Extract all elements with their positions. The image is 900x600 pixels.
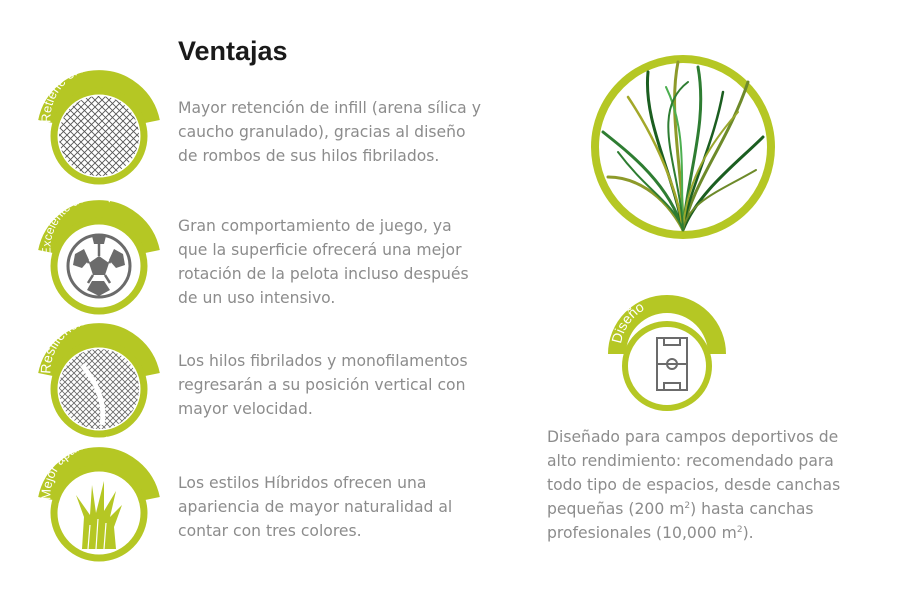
badge-excelente-desempeno: [32, 187, 162, 318]
feature-description: Gran comportamiento de juego, ya que la superficie ofrecerá una mejor rotación de la pelota incluso después de un uso intensivo.: [178, 217, 469, 307]
badge-label: Excelente desempeño: [39, 187, 139, 256]
feature-description: Los estilos Híbridos ofrecen una apariencia de mayor naturalidad al contar con tres colores.: [178, 474, 453, 540]
badge-label: Resiliencia: [37, 311, 90, 375]
resilient-mesh-icon: [59, 349, 139, 429]
badge-label: Mejor apariencia: [38, 433, 117, 501]
design-description: Diseñado para campos deportivos de alto rendimiento: recomendado para todo tipo de espacios, desde canchas pequeñas (200 $m^2$) hasta canchas profesionales (10,000 $m^2$).: [547, 428, 841, 542]
feature-description: Mayor retención de infill (arena sílica y caucho granulado), gracias al diseño de rombos de sus hilos fibrilados.: [178, 99, 481, 165]
badge-mejor-apariencia: [32, 433, 162, 575]
feature-description: Los hilos fibrilados y monofilamentos regresarán a su posición vertical con mayor velocidad.: [178, 352, 468, 418]
badge-label: Diseño: [608, 298, 647, 345]
badge-retiene-infill: [32, 56, 162, 192]
badge-label: Retiene el infill: [38, 56, 103, 124]
mesh-icon: [59, 96, 139, 176]
soccer-ball-icon: [68, 235, 130, 297]
section-title: Ventajas: [178, 36, 288, 66]
badge-diseno: [607, 298, 727, 418]
badge-resiliencia: [32, 311, 162, 445]
grass-fibers-icon: [588, 52, 778, 242]
grass-fibers-image: [588, 52, 778, 242]
